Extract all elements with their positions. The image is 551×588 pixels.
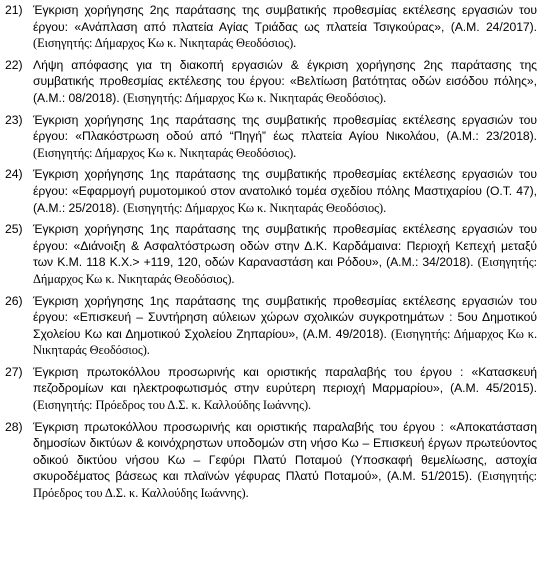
agenda-item-text: Έγκριση χορήγησης 1ης παράτασης της συμβατικής προθεσμίας εκτέλεσης εργασιών του έργου: «Διάνοιξη & Ασφαλτόστρωση οδών στην Δ.Κ. Καρδάμαινα: Περιοχή Κεπεχή μεταξύ των Κ.Μ. 118 Κ.Χ.> +119, 120, οδών Καραναστάση και Ρόδου», (Α.Μ.: 34/2018). bbox=[33, 222, 537, 270]
agenda-item bbox=[0, 293, 551, 359]
agenda-item bbox=[0, 112, 551, 162]
agenda-item-rapporteur: (Εισηγητής: Δήμαρχος Κω κ. Νικηταράς Θεοδόσιος). bbox=[33, 255, 537, 286]
agenda-item bbox=[0, 221, 551, 287]
agenda-item-number: 28) bbox=[5, 419, 23, 434]
agenda-item-body bbox=[33, 419, 537, 502]
agenda-item-number: 27) bbox=[5, 364, 23, 379]
agenda-item-rapporteur: (Εισηγητής: Δήμαρχος Κω κ. Νικηταράς Θεοδόσιος). bbox=[33, 145, 297, 160]
agenda-item-body bbox=[33, 166, 537, 216]
agenda-item bbox=[0, 419, 551, 502]
agenda-item-body bbox=[33, 112, 537, 162]
agenda-item-body bbox=[33, 293, 537, 359]
agenda-item-rapporteur: (Εισηγητής: Πρόεδρος του Δ.Σ. κ. Καλλούδης Ιωάννης). bbox=[33, 469, 537, 501]
agenda-item-rapporteur: (Εισηγητής: Δήμαρχος Κω κ. Νικηταράς Θεοδόσιος). bbox=[122, 200, 387, 215]
agenda-item-rapporteur: (Εισηγητής: Πρόεδρος του Δ.Σ. κ. Καλλούδης Ιωάννης). bbox=[33, 398, 312, 413]
agenda-item-number: 22) bbox=[5, 57, 23, 72]
agenda-item-body bbox=[33, 364, 537, 414]
agenda-item bbox=[0, 57, 551, 107]
agenda-item-number: 21) bbox=[5, 3, 23, 17]
agenda-item-body bbox=[33, 2, 537, 52]
agenda-item-text: Έγκριση χορήγησης 2ης παράτασης της συμβατικής προθεσμίας εκτέλεσης εργασιών του έργου: «Ανάπλαση από πλατεία Αγίας Τριάδας ως πλατεία Τσιγκούρας», (Α.Μ. 24/2017). bbox=[33, 3, 537, 34]
agenda-item-rapporteur: (Εισηγητής: Δήμαρχος Κω κ. Νικηταράς Θεοδόσιος). bbox=[33, 326, 537, 358]
agenda-item-number: 24) bbox=[5, 167, 23, 182]
agenda-item-rapporteur: (Εισηγητής: Δήμαρχος Κω κ. Νικηταράς Θεοδόσιος). bbox=[33, 36, 297, 51]
agenda-item-text: Έγκριση χορήγησης 1ης παράτασης της συμβατικής προθεσμίας εκτέλεσης εργασιών του έργου: «Επισκευή – Συντήρηση αύλειων χώρων σχολικών συγκροτημάτων : 5ου Δημοτικού Σχολείου Κω και Δημοτικού Σχολείου Ζηπαρίου», (Α.Μ. 49/2018). bbox=[33, 293, 537, 341]
agenda-item-text: Λήψη απόφασης για τη διακοπή εργασιών & έγκριση χορήγησης 2ης παράτασης της συμβατικής προθεσμίας εκτέλεσης του έργου: «Βελτίωση βατότητας οδών εισόδου πόλης», (Α.Μ.: 08/2018). bbox=[33, 57, 537, 105]
agenda-item-text: Έγκριση πρωτοκόλλου προσωρινής και οριστικής παραλαβής του έργου : «Αποκατάσταση δημοσίων δικτύων & κοινόχρηστων υποδομών στη νήσο Κω – Επισκευή έργων πρωτεύοντος οδικού δικτύου νήσου Κω – Γεφύρι Πλατύ Ποταμού (Υποσκαφή θεμελίωσης, αστοχία σκυροδέματος βάσεως και πλαϊνών γέφυρας Πλατύ Ποταμού», (Α.Μ. 51/2015). bbox=[33, 419, 537, 484]
agenda-item bbox=[0, 364, 551, 414]
agenda-item-rapporteur: (Εισηγητής: Δήμαρχος Κω κ. Νικηταράς Θεοδόσιος). bbox=[122, 90, 387, 105]
agenda-item-text: Έγκριση χορήγησης 1ης παράτασης της συμβατικής προθεσμίας εκτέλεσης εργασιών του έργου: «Εφαρμογή ρυμοτομικού στον ανατολικό τομέα σχεδίου πόλης Μαστιχαρίου (Ο.Τ. 47), (Α.Μ.: 25/2018). bbox=[33, 167, 537, 215]
agenda-list bbox=[0, 2, 551, 507]
agenda-item-number: 26) bbox=[5, 293, 23, 308]
agenda-item bbox=[0, 166, 551, 216]
agenda-item-body bbox=[33, 221, 537, 287]
agenda-item-number: 23) bbox=[5, 112, 23, 127]
agenda-item-body bbox=[33, 57, 537, 107]
agenda-item bbox=[0, 2, 551, 52]
agenda-item-text: Έγκριση χορήγησης 1ης παράτασης της συμβατικής προθεσμίας εκτέλεσης εργασιών του έργου: «Πλακόστρωση οδού από “Πηγή” έως πλατεία Αγίου Νικολάου, (Α.Μ.: 23/2018). bbox=[33, 112, 537, 144]
agenda-item-number: 25) bbox=[5, 222, 23, 237]
agenda-item-text: Έγκριση πρωτοκόλλου προσωρινής και οριστικής παραλαβής του έργου : «Κατασκευή πεζοδρομίων και ηλεκτροφωτισμός στην ευρύτερη περιοχή Μαρμαρίου», (Α.Μ. 45/2015). bbox=[33, 364, 537, 396]
